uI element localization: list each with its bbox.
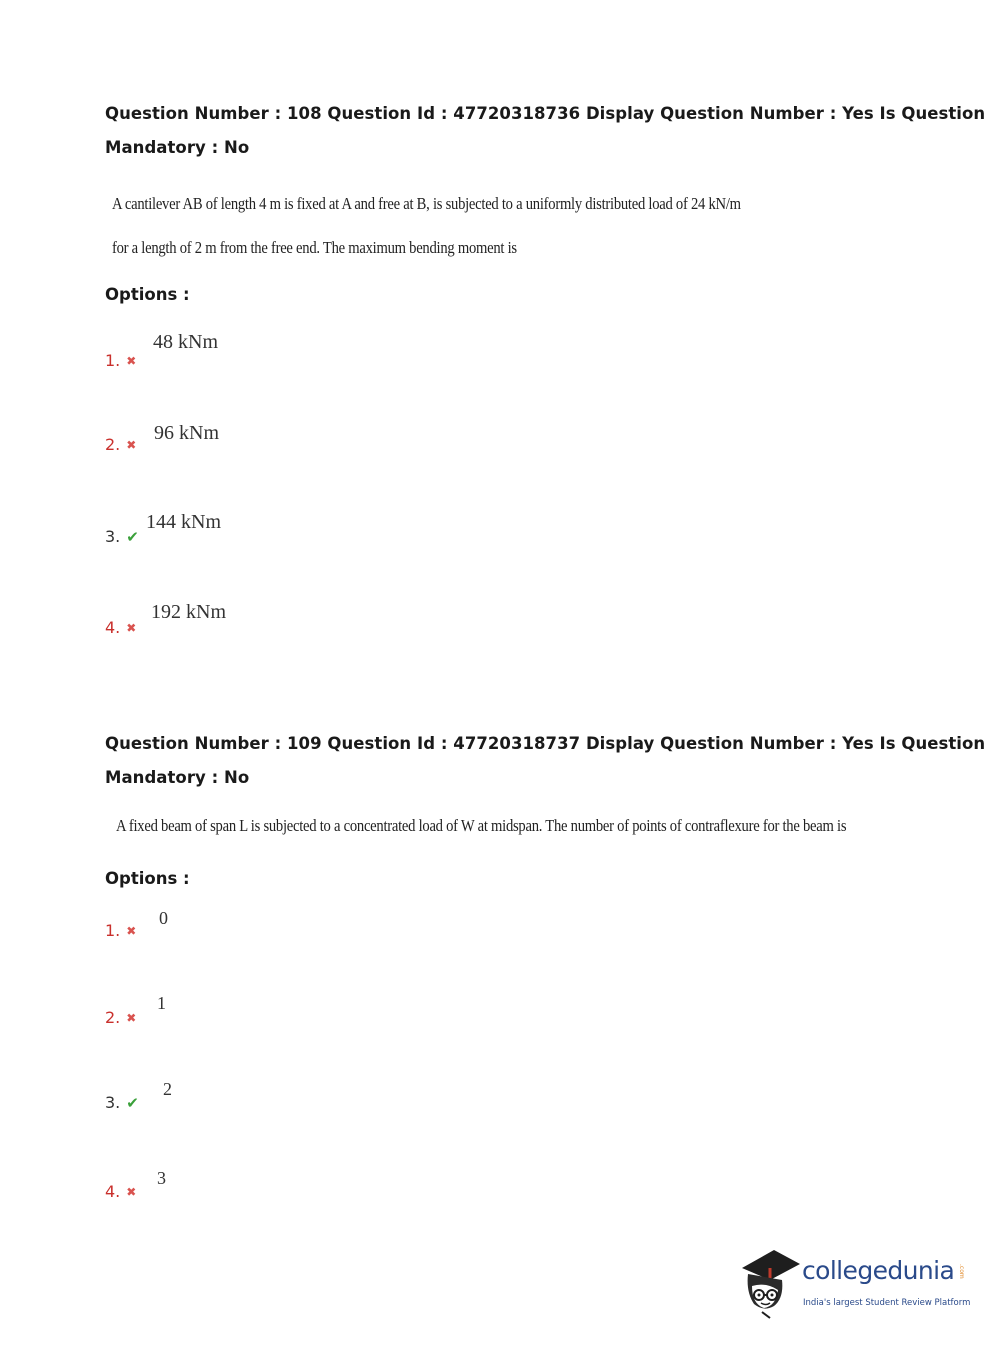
option-number: 1.	[105, 921, 121, 940]
q109-option-4	[105, 1182, 136, 1201]
q108-option-1	[105, 351, 136, 370]
q109-option-1-value: 0	[159, 908, 168, 928]
option-number: 4.	[105, 618, 121, 637]
q108-options-label: Options :	[105, 285, 190, 304]
q108-option-4	[105, 618, 136, 637]
q108-text-line1: A cantilever AB of length 4 m is fixed at A and free at B, is subjected to a uniformly distributed load of 24 kN/m	[112, 194, 741, 213]
option-number: 2.	[105, 435, 121, 454]
q108-option-3-value: 144 kNm	[146, 511, 221, 533]
q108-option-1-value: 48 kNm	[153, 331, 218, 353]
option-number: 1.	[105, 351, 121, 370]
q108-header-line1: Question Number : 108 Question Id : 47720318736 Display Question Number : Yes Is Question	[105, 104, 986, 123]
q109-option-1	[105, 921, 136, 940]
check-icon: ✔	[126, 1094, 139, 1112]
q108-text-line2: for a length of 2 m from the free end. The maximum bending moment is	[112, 238, 517, 257]
option-number: 2.	[105, 1008, 121, 1027]
check-icon: ✔	[126, 528, 139, 546]
cross-icon: ✖	[126, 1185, 137, 1199]
q109-option-3	[105, 1093, 139, 1112]
q108-option-2-value: 96 kNm	[154, 422, 219, 444]
q108-option-4-value: 192 kNm	[151, 601, 226, 623]
cross-icon: ✖	[126, 621, 137, 635]
option-number: 3.	[105, 527, 121, 546]
logo-wordmark: collegedunia	[802, 1256, 955, 1285]
graduate-mascot-icon	[740, 1246, 800, 1320]
q109-header-line2: Mandatory : No	[105, 768, 250, 787]
collegedunia-logo	[740, 1246, 970, 1320]
q108-option-2	[105, 435, 136, 454]
cross-icon: ✖	[126, 924, 137, 938]
q109-option-3-value: 2	[163, 1079, 172, 1099]
cross-icon: ✖	[126, 354, 137, 368]
q109-option-2-value: 1	[157, 993, 166, 1013]
logo-suffix: .com	[958, 1264, 965, 1279]
q109-option-2	[105, 1008, 136, 1027]
q108-option-3	[105, 527, 139, 546]
option-number: 3.	[105, 1093, 121, 1112]
cross-icon: ✖	[126, 1011, 137, 1025]
q109-header-line1: Question Number : 109 Question Id : 47720318737 Display Question Number : Yes Is Question	[105, 734, 986, 753]
cross-icon: ✖	[126, 438, 137, 452]
q109-options-label: Options :	[105, 869, 190, 888]
q109-text-line1: A fixed beam of span L is subjected to a concentrated load of W at midspan. The number of points of contraflexure for the beam is	[116, 816, 847, 835]
q109-option-4-value: 3	[157, 1168, 166, 1188]
logo-tagline: India's largest Student Review Platform	[803, 1298, 971, 1308]
option-number: 4.	[105, 1182, 121, 1201]
q108-header-line2: Mandatory : No	[105, 138, 250, 157]
